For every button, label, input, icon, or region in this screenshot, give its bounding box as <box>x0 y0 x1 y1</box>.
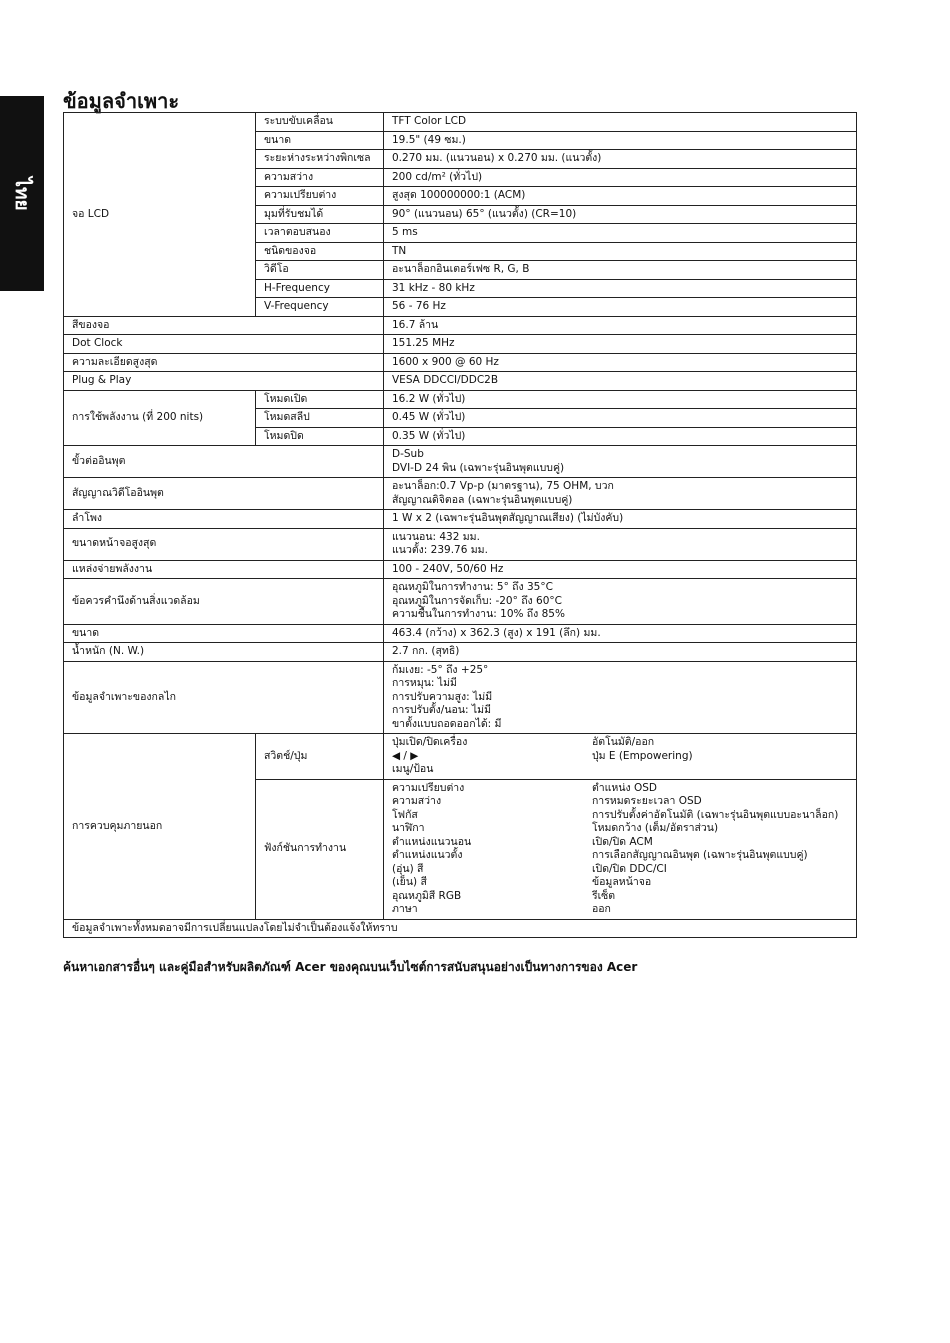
page-title: ข้อมูลจำเพาะ <box>63 89 180 113</box>
function-list <box>392 782 848 917</box>
spec-label: ความละเอียดสูงสุด <box>64 353 384 372</box>
table-row <box>64 643 857 662</box>
spec-value: 151.25 MHz <box>384 335 857 354</box>
spec-value: D-Sub DVI-D 24 พิน (เฉพาะรุ่นอินพุตแบบคู่) <box>384 446 857 478</box>
table-row <box>64 560 857 579</box>
spec-label: ขนาดหน้าจอสูงสุด <box>64 528 384 560</box>
spec-value: 200 cd/m² (ทั่วไป) <box>384 168 857 187</box>
group-label: การควบคุมภายนอก <box>64 734 256 920</box>
spec-value: 0.45 W (ทั่วไป) <box>384 409 857 428</box>
table-row <box>64 390 857 409</box>
spec-label: สีของจอ <box>64 316 384 335</box>
switch-list-left: ปุ่มเปิด/ปิดเครื่อง ◀ / ▶ เมนู/ป้อน <box>392 736 468 775</box>
function-list-right: ตำแหน่ง OSD การหมดระยะเวลา OSD การปรับตั้งค่าอัตโนมัติ (เฉพาะรุ่นอินพุตแบบอะนาล็อก) โหมดกว้าง (เต็ม/อัตราส่วน) เปิด/ปิด ACM การเลือกสัญญาณอินพุต (เฉพาะรุ่นอินพุตแบบคู่) เปิด/ปิด DDC/CI ข้อมูลหน้าจอ รีเซ็ต ออก <box>591 781 839 915</box>
table-row <box>64 316 857 335</box>
spec-label: ความสว่าง <box>256 168 384 187</box>
spec-value: 463.4 (กว้าง) x 362.3 (สูง) x 191 (ลึก) มม. <box>384 624 857 643</box>
function-list-left: ความเปรียบต่าง ความสว่าง โฟกัส นาฬิกา ตำแหน่งแนวนอน ตำแหน่งแนวตั้ง (อุ่น) สี (เย็น) สี อุณหภูมิสี RGB ภาษา <box>392 781 472 915</box>
spec-value: 56 - 76 Hz <box>384 298 857 317</box>
spec-label: ระยะห่างระหว่างพิกเซล <box>256 150 384 169</box>
spec-label: ระบบขับเคลื่อน <box>256 113 384 132</box>
spec-label: ข้อควรคำนึงด้านสิ่งแวดล้อม <box>64 579 384 625</box>
table-row <box>64 624 857 643</box>
spec-value: อุณหภูมิในการทำงาน: 5° ถึง 35°C อุณหภูมิในการจัดเก็บ: -20° ถึง 60°C ความชื้นในการทำงาน: 10% ถึง 85% <box>384 579 857 625</box>
spec-label: ข้อมูลจำเพาะของกลไก <box>64 661 384 734</box>
language-tab-label: ไทย <box>11 177 33 211</box>
spec-value: TN <box>384 242 857 261</box>
spec-value: 1600 x 900 @ 60 Hz <box>384 353 857 372</box>
table-note-row <box>64 919 857 938</box>
language-tab <box>0 96 44 291</box>
spec-label: โหมดปิด <box>256 427 384 446</box>
table-row <box>64 579 857 625</box>
spec-label: โหมดสลีป <box>256 409 384 428</box>
table-row <box>64 661 857 734</box>
spec-value: 19.5" (49 ซม.) <box>384 131 857 150</box>
table-row <box>64 478 857 510</box>
spec-value: TFT Color LCD <box>384 113 857 132</box>
spec-value: 31 kHz - 80 kHz <box>384 279 857 298</box>
spec-label: ขนาด <box>64 624 384 643</box>
spec-value: 0.270 มม. (แนวนอน) x 0.270 มม. (แนวตั้ง) <box>384 150 857 169</box>
spec-table <box>63 112 857 938</box>
table-row <box>64 528 857 560</box>
table-note: ข้อมูลจำเพาะทั้งหมดอาจมีการเปลี่ยนแปลงโดยไม่จำเป็นต้องแจ้งให้ทราบ <box>64 919 857 938</box>
spec-value: อะนาล็อก:0.7 Vp-p (มาตรฐาน), 75 OHM, บวก สัญญาณดิจิตอล (เฉพาะรุ่นอินพุตแบบคู่) <box>384 478 857 510</box>
spec-label: ขั้วต่ออินพุต <box>64 446 384 478</box>
spec-label: ขนาด <box>256 131 384 150</box>
spec-value: แนวนอน: 432 มม. แนวตั้ง: 239.76 มม. <box>384 528 857 560</box>
group-label: จอ LCD <box>64 113 256 317</box>
spec-label: Plug & Play <box>64 372 384 391</box>
spec-label: แหล่งจ่ายพลังงาน <box>64 560 384 579</box>
spec-label: โหมดเปิด <box>256 390 384 409</box>
table-row <box>64 446 857 478</box>
spec-label: ความเปรียบต่าง <box>256 187 384 206</box>
switch-list <box>392 736 848 777</box>
spec-value: ก้มเงย: -5° ถึง +25° การหมุน: ไม่มี การปรับความสูง: ไม่มี การปรับตั้ง/นอน: ไม่มี ขาตั้งแบบถอดออกได้: มี <box>384 661 857 734</box>
footer-note: ค้นหาเอกสารอื่นๆ และคู่มือสำหรับผลิตภัณฑ์ Acer ของคุณบนเว็บไซต์การสนับสนุนอย่างเป็นทางการของ Acer <box>63 960 638 974</box>
spec-label: เวลาตอบสนอง <box>256 224 384 243</box>
switch-list-right: อัตโนมัติ/ออก ปุ่ม E (Empowering) <box>591 736 693 762</box>
table-row <box>64 372 857 391</box>
spec-value: 100 - 240V, 50/60 Hz <box>384 560 857 579</box>
spec-label: ฟังก์ชันการทำงาน <box>256 779 384 919</box>
spec-label: สวิตช์/ปุ่ม <box>256 734 384 780</box>
spec-value: 0.35 W (ทั่วไป) <box>384 427 857 446</box>
table-row <box>64 353 857 372</box>
spec-value: 1 W x 2 (เฉพาะรุ่นอินพุตสัญญาณเสียง) (ไม่บังคับ) <box>384 510 857 529</box>
spec-value: สูงสุด 100000000:1 (ACM) <box>384 187 857 206</box>
spec-value: อะนาล็อกอินเตอร์เฟซ R, G, B <box>384 261 857 280</box>
spec-label: H-Frequency <box>256 279 384 298</box>
spec-label: สัญญาณวิดีโออินพุต <box>64 478 384 510</box>
spec-label: Dot Clock <box>64 335 384 354</box>
spec-value: VESA DDCCI/DDC2B <box>384 372 857 391</box>
table-row <box>64 113 857 132</box>
spec-label: วิดีโอ <box>256 261 384 280</box>
spec-label: ชนิดของจอ <box>256 242 384 261</box>
spec-value: 16.2 W (ทั่วไป) <box>384 390 857 409</box>
spec-value: 16.7 ล้าน <box>384 316 857 335</box>
spec-label: V-Frequency <box>256 298 384 317</box>
spec-label: มุมที่รับชมได้ <box>256 205 384 224</box>
spec-value <box>384 779 857 919</box>
spec-label: ลำโพง <box>64 510 384 529</box>
table-row <box>64 335 857 354</box>
spec-value: 5 ms <box>384 224 857 243</box>
table-row <box>64 734 857 780</box>
spec-label: น้ำหนัก (N. W.) <box>64 643 384 662</box>
spec-value: 90° (แนวนอน) 65° (แนวตั้ง) (CR=10) <box>384 205 857 224</box>
spec-value <box>384 734 857 780</box>
table-row <box>64 510 857 529</box>
spec-value: 2.7 กก. (สุทธิ) <box>384 643 857 662</box>
group-label: การใช้พลังงาน (ที่ 200 nits) <box>64 390 256 446</box>
